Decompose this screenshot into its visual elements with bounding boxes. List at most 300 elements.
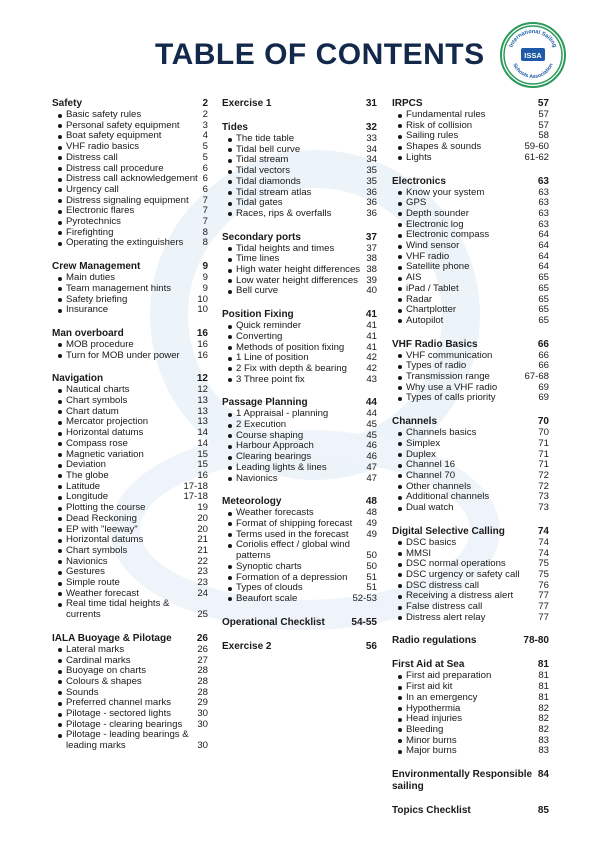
- page-title: TABLE OF CONTENTS: [155, 38, 485, 71]
- toc-entry[interactable]: [392, 570, 549, 581]
- section-page-number: 78-80: [523, 635, 549, 647]
- entry-page-number: 6: [202, 173, 208, 185]
- entry-page-number: 2: [202, 109, 208, 120]
- entry-label: Electronic compass: [392, 230, 489, 241]
- entry-page-number: 77: [538, 590, 549, 602]
- section-title: IRPCS: [392, 98, 423, 109]
- entry-page-number: 58: [538, 130, 549, 142]
- entry-label: Colours & shapes: [52, 677, 142, 688]
- entry-page-number: 7: [202, 216, 208, 228]
- entry-label: Wind sensor: [392, 241, 459, 252]
- logo-initials: ISSA: [524, 50, 542, 60]
- entry-label: Transmission range: [392, 372, 490, 383]
- entry-label: GPS: [392, 198, 426, 209]
- entry-label: Terms used in the forecast: [222, 530, 349, 541]
- entry-label: Distress call: [52, 153, 118, 164]
- entry-label: Races, rips & overfalls: [222, 209, 331, 220]
- entry-label: Coriolis effect / global wind patterns: [222, 540, 363, 561]
- toc-entry[interactable]: [222, 594, 377, 605]
- entry-label: Compass rose: [52, 439, 128, 450]
- entry-page-number: 27: [197, 654, 208, 666]
- entry-page-number: 22: [197, 555, 208, 567]
- entry-label: Radar: [392, 295, 432, 306]
- entry-page-number: 30: [197, 740, 208, 752]
- toc-entry[interactable]: [52, 351, 208, 362]
- section-page-number: 85: [537, 805, 549, 817]
- entry-page-number: 44: [366, 408, 377, 420]
- entry-label: DSC urgency or safety call: [392, 570, 520, 581]
- toc-entry[interactable]: [52, 284, 208, 295]
- entry-page-number: 70: [538, 427, 549, 439]
- entry-label: Weather forecasts: [222, 508, 314, 519]
- entry-label: Real time tidal heights & currents: [52, 599, 194, 620]
- entry-label: Chart symbols: [52, 396, 127, 407]
- entry-label: Firefighting: [52, 228, 113, 239]
- toc-entry[interactable]: [222, 332, 377, 343]
- entry-label: Tidal heights and times: [222, 244, 334, 255]
- entry-page-number: 63: [538, 197, 549, 209]
- entry-label: Buoyage on charts: [52, 666, 146, 677]
- toc-entry[interactable]: [222, 540, 377, 561]
- entry-label: Urgency call: [52, 185, 119, 196]
- toc-section: [392, 416, 549, 514]
- section-page-number: 12: [196, 373, 208, 385]
- entry-label: Electronic log: [392, 220, 464, 231]
- toc-entry[interactable]: [222, 562, 377, 573]
- entry-label: Navionics: [222, 474, 278, 485]
- toc-section: [52, 98, 208, 249]
- entry-page-number: 49: [366, 528, 377, 540]
- section-title: Radio regulations: [392, 635, 477, 647]
- entry-page-number: 83: [538, 734, 549, 746]
- entry-page-number: 51: [366, 571, 377, 583]
- toc-section: [222, 232, 377, 298]
- toc-section: [222, 98, 377, 110]
- toc-entry[interactable]: [52, 599, 208, 620]
- entry-label: The tide table: [222, 134, 294, 145]
- entry-label: High water height differences: [222, 265, 360, 276]
- entry-label: In an emergency: [392, 693, 477, 704]
- entry-label: Boat safety equipment: [52, 131, 161, 142]
- toc-entry[interactable]: [392, 503, 549, 514]
- section-title: Operational Checklist: [222, 616, 325, 628]
- entry-page-number: 64: [538, 229, 549, 241]
- entry-label: Shapes & sounds: [392, 142, 481, 153]
- toc-entry[interactable]: [222, 286, 377, 297]
- entry-label: Deviation: [52, 460, 106, 471]
- entry-page-number: 15: [197, 459, 208, 471]
- entry-page-number: 5: [202, 141, 208, 153]
- entry-page-number: 6: [202, 162, 208, 174]
- entry-label: Simplex: [392, 439, 440, 450]
- entry-label: Fundamental rules: [392, 110, 485, 121]
- entry-label: Horizontal datums: [52, 535, 143, 546]
- section-heading[interactable]: [222, 232, 377, 244]
- section-page-number: 26: [196, 632, 208, 644]
- toc-entry[interactable]: [52, 305, 208, 316]
- toc-section: [222, 122, 377, 220]
- entry-page-number: 36: [366, 207, 377, 219]
- section-title: Position Fixing: [222, 309, 294, 321]
- issa-logo-icon: [502, 24, 564, 86]
- entry-label: Know your system: [392, 188, 484, 199]
- entry-page-number: 26: [197, 643, 208, 655]
- section-heading[interactable]: [222, 617, 377, 629]
- toc-entry[interactable]: [392, 316, 549, 327]
- section-heading[interactable]: [222, 641, 377, 653]
- entry-label: Quick reminder: [222, 321, 301, 332]
- entry-label: Safety briefing: [52, 295, 127, 306]
- entry-label: Lateral marks: [52, 645, 124, 656]
- entry-label: Preferred channel marks: [52, 698, 171, 709]
- entry-page-number: 25: [197, 609, 208, 621]
- toc-entry[interactable]: [52, 546, 208, 557]
- toc-section: [392, 526, 549, 624]
- entry-label: Additional channels: [392, 492, 489, 503]
- entry-page-number: 28: [197, 675, 208, 687]
- entry-page-number: 35: [366, 165, 377, 177]
- section-title: Passage Planning: [222, 397, 308, 409]
- entry-page-number: 67-68: [524, 371, 549, 383]
- toc-entry[interactable]: [52, 645, 208, 656]
- section-title: Channels: [392, 416, 438, 428]
- entry-page-number: 7: [202, 194, 208, 206]
- section-title: Safety: [52, 98, 83, 109]
- entry-page-number: 29: [197, 697, 208, 709]
- section-heading[interactable]: [392, 635, 549, 647]
- entry-label: Satellite phone: [392, 262, 469, 273]
- entry-label: Insurance: [52, 305, 108, 316]
- entry-page-number: 23: [197, 577, 208, 589]
- entry-page-number: 57: [538, 119, 549, 131]
- entry-label: Types of calls priority: [392, 393, 496, 404]
- entry-label: Distress signaling equipment: [52, 196, 189, 207]
- entry-page-number: 42: [366, 352, 377, 364]
- toc-entry[interactable]: [52, 153, 208, 164]
- entry-label: EP with "leeway": [52, 525, 138, 536]
- entry-page-number: 76: [538, 579, 549, 591]
- entry-page-number: 69: [538, 392, 549, 404]
- entry-page-number: 61-62: [524, 151, 549, 163]
- entry-label: Dead Reckoning: [52, 514, 137, 525]
- section-page-number: 57: [537, 98, 549, 109]
- toc-section: [392, 659, 549, 757]
- section-heading[interactable]: [392, 339, 549, 351]
- entry-page-number: 4: [202, 130, 208, 142]
- entry-label: Depth sounder: [392, 209, 469, 220]
- entry-page-number: 71: [538, 448, 549, 460]
- entry-label: Main duties: [52, 273, 115, 284]
- entry-page-number: 65: [538, 293, 549, 305]
- entry-label: Sailing rules: [392, 131, 458, 142]
- toc-section: [52, 328, 208, 361]
- section-page-number: 32: [365, 122, 377, 133]
- entry-label: MOB procedure: [52, 340, 134, 351]
- entry-page-number: 52-53: [352, 592, 377, 604]
- entry-label: Distress call acknowledgement: [52, 174, 198, 185]
- toc-section: [392, 805, 549, 817]
- entry-label: Plotting the course: [52, 503, 145, 514]
- section-title: First Aid at Sea: [392, 659, 465, 671]
- entry-label: Receiving a distress alert: [392, 591, 513, 602]
- entry-label: Methods of position fixing: [222, 343, 344, 354]
- entry-label: Basic safety rules: [52, 110, 141, 121]
- entry-label: Format of shipping forecast: [222, 519, 352, 530]
- entry-page-number: 50: [366, 560, 377, 572]
- entry-label: Horizontal datums: [52, 428, 143, 439]
- toc-entry[interactable]: [392, 393, 549, 404]
- entry-page-number: 30: [197, 718, 208, 730]
- entry-page-number: 16: [197, 469, 208, 481]
- toc-section: [52, 373, 208, 620]
- entry-label: Tidal diamonds: [222, 177, 301, 188]
- entry-label: Tidal bell curve: [222, 145, 300, 156]
- entry-label: Latitude: [52, 482, 100, 493]
- section-page-number: 2: [202, 98, 208, 109]
- toc-entry[interactable]: [392, 439, 549, 450]
- entry-page-number: 13: [197, 405, 208, 417]
- entry-label: 1 Line of position: [222, 353, 309, 364]
- entry-page-number: 14: [197, 427, 208, 439]
- toc-entry[interactable]: [52, 730, 208, 751]
- entry-label: Gestures: [52, 567, 105, 578]
- entry-label: Distress call procedure: [52, 164, 164, 175]
- entry-label: Why use a VHF radio: [392, 383, 497, 394]
- entry-page-number: 19: [197, 502, 208, 514]
- section-page-number: 63: [537, 175, 549, 187]
- entry-page-number: 81: [538, 691, 549, 703]
- section-heading[interactable]: [392, 769, 549, 793]
- section-heading[interactable]: [222, 98, 377, 110]
- entry-page-number: 73: [538, 502, 549, 514]
- entry-page-number: 21: [197, 544, 208, 556]
- toc-entry[interactable]: [392, 284, 549, 295]
- toc-entry[interactable]: [392, 538, 549, 549]
- entry-page-number: 63: [538, 207, 549, 219]
- toc-section: [392, 176, 549, 327]
- entry-page-number: 15: [197, 448, 208, 460]
- toc-entry[interactable]: [392, 613, 549, 624]
- entry-page-number: 3: [202, 119, 208, 131]
- entry-page-number: 75: [538, 558, 549, 570]
- entry-label: Converting: [222, 332, 282, 343]
- entry-page-number: 20: [197, 523, 208, 535]
- section-heading[interactable]: [392, 526, 549, 538]
- toc-entry[interactable]: [392, 153, 549, 164]
- entry-page-number: 77: [538, 601, 549, 613]
- entry-page-number: 17-18: [183, 480, 208, 492]
- entry-page-number: 82: [538, 702, 549, 714]
- section-page-number: 56: [365, 640, 377, 652]
- toc-entry[interactable]: [222, 474, 377, 485]
- toc-entry[interactable]: [222, 209, 377, 220]
- entry-page-number: 41: [366, 341, 377, 353]
- entry-page-number: 77: [538, 611, 549, 623]
- toc-section: [392, 98, 549, 164]
- entry-page-number: 83: [538, 745, 549, 757]
- logo-bottom-text: Schools Association: [511, 62, 555, 81]
- entry-page-number: 65: [538, 282, 549, 294]
- entry-page-number: 66: [538, 360, 549, 372]
- section-page-number: 31: [365, 98, 377, 109]
- section-title: Man overboard: [52, 327, 124, 339]
- entry-label: AIS: [392, 273, 421, 284]
- entry-page-number: 82: [538, 713, 549, 725]
- entry-page-number: 37: [366, 242, 377, 254]
- entry-label: Nautical charts: [52, 385, 129, 396]
- entry-page-number: 48: [366, 507, 377, 519]
- toc-entry[interactable]: [392, 746, 549, 757]
- toc-entry[interactable]: [52, 514, 208, 525]
- toc-section: [222, 641, 377, 653]
- entry-page-number: 57: [538, 109, 549, 120]
- entry-page-number: 45: [366, 429, 377, 441]
- entry-label: Tidal stream: [222, 155, 288, 166]
- entry-label: False distress call: [392, 602, 482, 613]
- toc-entry[interactable]: [52, 238, 208, 249]
- section-title: Tides: [222, 122, 248, 133]
- entry-label: Turn for MOB under power: [52, 351, 180, 362]
- section-page-number: 54-55: [351, 616, 377, 628]
- entry-label: Cardinal marks: [52, 656, 131, 667]
- entry-page-number: 34: [366, 143, 377, 155]
- entry-page-number: 65: [538, 304, 549, 316]
- entry-label: Longitude: [52, 492, 108, 503]
- entry-label: Other channels: [392, 482, 471, 493]
- section-title: IALA Buoyage & Pilotage: [52, 632, 172, 644]
- entry-label: Hypothermia: [392, 704, 460, 715]
- entry-page-number: 72: [538, 469, 549, 481]
- section-title: Digital Selective Calling: [392, 525, 505, 537]
- entry-page-number: 20: [197, 512, 208, 524]
- toc-section: [392, 339, 549, 405]
- entry-label: Course shaping: [222, 431, 303, 442]
- entry-label: Bleeding: [392, 725, 443, 736]
- entry-page-number: 69: [538, 381, 549, 393]
- entry-page-number: 13: [197, 395, 208, 407]
- entry-label: Operating the extinguishers: [52, 238, 183, 249]
- entry-label: Dual watch: [392, 503, 453, 514]
- entry-page-number: 51: [366, 582, 377, 594]
- toc-entry[interactable]: [222, 463, 377, 474]
- section-title: Navigation: [52, 373, 104, 385]
- entry-page-number: 81: [538, 681, 549, 693]
- section-page-number: 66: [537, 338, 549, 350]
- entry-label: Sounds: [52, 688, 99, 699]
- section-page-number: 74: [537, 525, 549, 537]
- entry-label: Lights: [392, 153, 432, 164]
- toc-entry[interactable]: [222, 177, 377, 188]
- entry-label: Magnetic variation: [52, 450, 144, 461]
- entry-page-number: 40: [366, 285, 377, 297]
- entry-page-number: 63: [538, 218, 549, 230]
- entry-label: Tidal gates: [222, 198, 283, 209]
- entry-label: 2 Fix with depth & bearing: [222, 364, 347, 375]
- entry-page-number: 10: [197, 304, 208, 316]
- section-heading[interactable]: [392, 805, 549, 817]
- toc-column-3: [392, 98, 549, 829]
- entry-page-number: 8: [202, 237, 208, 249]
- entry-label: Harbour Approach: [222, 441, 314, 452]
- entry-label: Channel 16: [392, 460, 455, 471]
- issa-logo: [500, 22, 566, 88]
- entry-page-number: 49: [366, 517, 377, 529]
- section-page-number: 16: [196, 327, 208, 339]
- entry-page-number: 63: [538, 186, 549, 198]
- section-title: Exercise 1: [222, 98, 272, 109]
- entry-label: Tidal vectors: [222, 166, 290, 177]
- entry-page-number: 64: [538, 240, 549, 252]
- entry-label: DSC basics: [392, 538, 456, 549]
- entry-page-number: 82: [538, 723, 549, 735]
- entry-label: 1 Appraisal - planning: [222, 409, 328, 420]
- entry-page-number: 13: [197, 416, 208, 428]
- section-title: Electronics: [392, 175, 446, 187]
- entry-label: 2 Execution: [222, 420, 286, 431]
- entry-label: Types of clouds: [222, 583, 303, 594]
- entry-page-number: 75: [538, 568, 549, 580]
- entry-page-number: 28: [197, 686, 208, 698]
- entry-page-number: 9: [202, 272, 208, 284]
- entry-page-number: 10: [197, 293, 208, 305]
- entry-label: Major burns: [392, 746, 457, 757]
- entry-label: VHF communication: [392, 351, 492, 362]
- entry-page-number: 47: [366, 461, 377, 473]
- entry-page-number: 65: [538, 314, 549, 326]
- toc-column-1: [52, 98, 208, 764]
- entry-page-number: 43: [366, 373, 377, 385]
- entry-page-number: 24: [197, 587, 208, 599]
- entry-label: Formation of a depression: [222, 573, 347, 584]
- toc-entry[interactable]: [222, 375, 377, 386]
- section-page-number: 9: [202, 261, 208, 273]
- entry-page-number: 39: [366, 274, 377, 286]
- entry-page-number: 59-60: [524, 141, 549, 153]
- entry-label: Chartplotter: [392, 305, 456, 316]
- entry-page-number: 45: [366, 419, 377, 431]
- toc-section: [392, 635, 549, 647]
- toc-entry[interactable]: [52, 439, 208, 450]
- section-heading[interactable]: [392, 176, 549, 188]
- toc-section: [52, 261, 208, 316]
- entry-label: Weather forecast: [52, 589, 139, 600]
- entry-page-number: 16: [197, 349, 208, 361]
- entry-label: Chart datum: [52, 407, 119, 418]
- section-page-number: 48: [365, 496, 377, 508]
- entry-label: Autopilot: [392, 316, 443, 327]
- entry-label: Risk of collision: [392, 121, 472, 132]
- entry-page-number: 36: [366, 197, 377, 209]
- entry-page-number: 5: [202, 151, 208, 163]
- entry-page-number: 16: [197, 338, 208, 350]
- entry-label: Simple route: [52, 578, 120, 589]
- toc-section: [222, 617, 377, 629]
- entry-page-number: 35: [366, 175, 377, 187]
- entry-label: Bell curve: [222, 286, 278, 297]
- toc-entry[interactable]: [392, 693, 549, 704]
- section-page-number: 37: [365, 231, 377, 243]
- entry-label: Personal safety equipment: [52, 121, 180, 132]
- entry-page-number: 7: [202, 205, 208, 217]
- entry-page-number: 74: [538, 547, 549, 559]
- entry-label: Pyrotechnics: [52, 217, 121, 228]
- entry-page-number: 64: [538, 261, 549, 273]
- entry-page-number: 81: [538, 670, 549, 682]
- entry-page-number: 41: [366, 330, 377, 342]
- toc-column-2: [222, 98, 377, 665]
- toc-section: [222, 496, 377, 604]
- entry-page-number: 74: [538, 536, 549, 548]
